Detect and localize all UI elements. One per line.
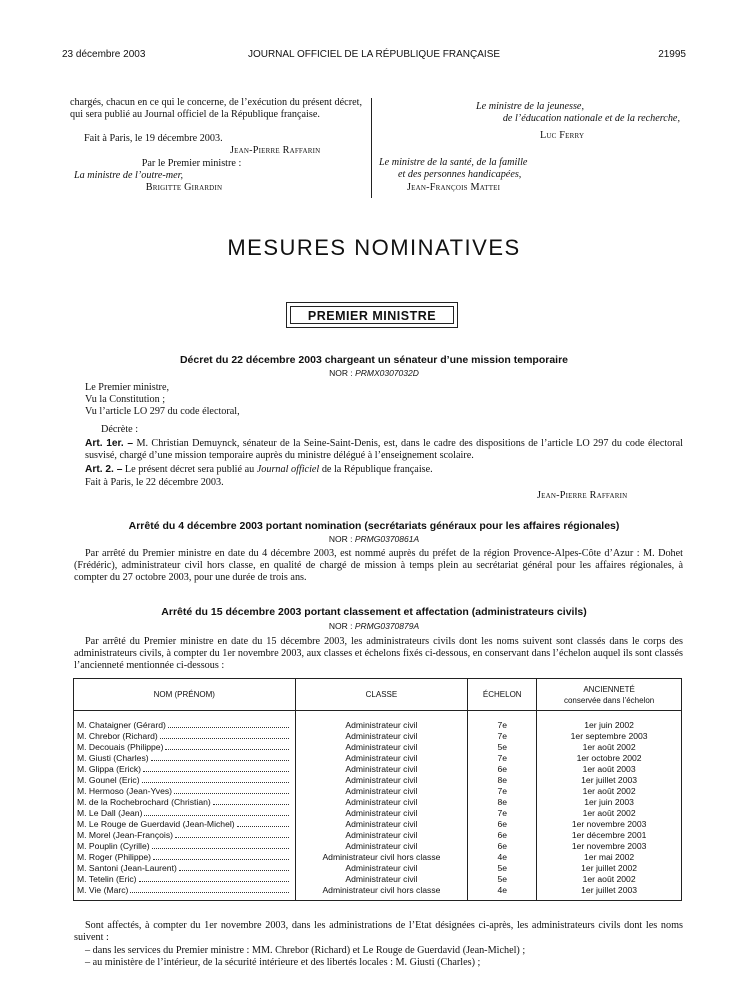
top-left-text: chargés, chacun en ce qui le concerne, de l’exécution du présent décret, qui sera publié au Journal officiel de la République française. <box>70 97 362 120</box>
decree-done: Fait à Paris, le 22 décembre 2003. <box>85 477 224 488</box>
cell-name <box>74 753 296 764</box>
dot-leader <box>213 797 289 805</box>
cell-classe: Administrateur civil <box>295 841 468 852</box>
header-date: 23 décembre 2003 <box>62 49 146 60</box>
cell-echelon: 5e <box>468 742 537 753</box>
top-left-done: Fait à Paris, le 19 décembre 2003. <box>84 133 223 144</box>
decree-nor-label: NOR : <box>329 368 353 378</box>
cell-anciennete: 1er août 2003 <box>537 764 682 775</box>
cell-classe: Administrateur civil <box>295 786 468 797</box>
cell-echelon: 7e <box>468 786 537 797</box>
cell-echelon: 6e <box>468 819 537 830</box>
cell-name-text: M. Chrebor (Richard) <box>77 731 158 741</box>
decree-decrete: Décrète : <box>101 424 139 435</box>
table-row <box>74 808 682 819</box>
arrete2-nor <box>0 620 748 632</box>
top-left-by: Par le Premier ministre : <box>141 158 242 169</box>
cell-name <box>74 764 296 775</box>
arrete1-title: Arrêté du 4 décembre 2003 portant nomination (secrétariats généraux pour les affaires régionales) <box>128 520 620 532</box>
cell-name <box>74 786 296 797</box>
cell-name <box>74 742 296 753</box>
cell-name-text: M. Gounel (Eric) <box>77 775 140 785</box>
cell-echelon: 7e <box>468 808 537 819</box>
table-row <box>74 731 682 742</box>
decree-l1: Le Premier ministre, <box>85 382 170 393</box>
arrete2-title: Arrêté du 15 décembre 2003 portant classement et affectation (administrateurs civils) <box>161 606 587 618</box>
arrete1-nor <box>0 533 748 545</box>
arrete1-text: Par arrêté du Premier ministre en date du 4 décembre 2003, est nommé auprès du préfet de la région Provence-Alpes-Côte d’Azur : M. Dohet (Frédéric), administrateur civil hors classe, en qualité de chargé de mission à temps plein au secrétariat général pour les affaires régionales, à compter du 27 octobre 2003, pour une durée de trois ans. <box>74 548 683 583</box>
cell-echelon: 6e <box>468 764 537 775</box>
cell-echelon: 5e <box>468 874 537 885</box>
dot-leader <box>143 764 289 772</box>
cell-name <box>74 874 296 885</box>
table-row <box>74 786 682 797</box>
top-right-m2-line2: et des personnes handicapées, <box>398 169 522 180</box>
cell-classe: Administrateur civil <box>295 753 468 764</box>
cell-echelon: 6e <box>468 841 537 852</box>
header-page-number: 21995 <box>658 49 686 60</box>
dot-leader <box>151 753 289 761</box>
cell-echelon: 8e <box>468 797 537 808</box>
arrete2-nor-label: NOR : <box>328 621 353 631</box>
cell-classe: Administrateur civil <box>295 830 468 841</box>
cell-anciennete: 1er octobre 2002 <box>537 753 682 764</box>
table-row <box>74 830 682 841</box>
col-header-anciennete-title: ANCIENNETÉ <box>583 684 635 694</box>
cell-classe: Administrateur civil hors classe <box>295 885 468 901</box>
table-row <box>74 711 682 732</box>
section-box <box>286 302 458 328</box>
cell-classe: Administrateur civil <box>295 874 468 885</box>
table-row <box>74 764 682 775</box>
cell-name-text: M. Decouais (Philippe) <box>77 742 164 752</box>
table-row <box>74 742 682 753</box>
dot-leader <box>130 885 288 893</box>
cell-classe: Administrateur civil <box>295 819 468 830</box>
cell-name <box>74 885 296 901</box>
decree-l3: Vu l’article LO 297 du code électoral, <box>85 406 240 417</box>
table-row <box>74 797 682 808</box>
decree-article-2 <box>85 464 433 476</box>
cell-echelon: 8e <box>468 775 537 786</box>
cell-name <box>74 711 296 732</box>
cell-name <box>74 731 296 742</box>
decree-article-1 <box>85 438 683 462</box>
dot-leader <box>153 852 289 860</box>
col-header-echelon: ÉCHELON <box>468 679 537 711</box>
cell-name <box>74 841 296 852</box>
cell-classe: Administrateur civil <box>295 742 468 753</box>
cell-anciennete: 1er septembre 2003 <box>537 731 682 742</box>
cell-anciennete: 1er juillet 2003 <box>537 885 682 901</box>
cell-echelon: 4e <box>468 852 537 863</box>
cell-name <box>74 863 296 874</box>
cell-echelon: 7e <box>468 753 537 764</box>
dot-leader <box>144 808 288 816</box>
top-left-minister: La ministre de l’outre-mer, <box>74 170 184 181</box>
cell-anciennete: 1er août 2002 <box>537 786 682 797</box>
arrete1-nor-label: NOR : <box>328 534 353 544</box>
top-right-m1-line2: de l’éducation nationale et de la recherche, <box>502 113 680 124</box>
cell-name-text: M. Roger (Philippe) <box>77 852 152 862</box>
dot-leader <box>174 786 289 794</box>
top-right-m2-line1: Le ministre de la santé, de la famille <box>379 157 528 168</box>
dot-leader <box>237 819 289 827</box>
cell-anciennete: 1er novembre 2003 <box>537 841 682 852</box>
dot-leader <box>175 830 289 838</box>
cell-name-text: M. Hermoso (Jean-Yves) <box>77 786 173 796</box>
dot-leader <box>142 775 289 783</box>
column-divider <box>371 98 372 198</box>
footer-bullet-1: – dans les services du Premier ministre : MM. Chrebor (Richard) et Le Rouge de Guerdavid (Jean-Michel) ; <box>85 945 526 956</box>
cell-name-text: M. Pouplin (Cyrille) <box>77 841 150 851</box>
top-right-m1-line1: Le ministre de la jeunesse, <box>476 101 584 112</box>
cell-anciennete: 1er juillet 2002 <box>537 863 682 874</box>
footer-bullet-2: – au ministère de l’intérieur, de la sécurité intérieure et des libertés locales : M. Giusti (Charles) ; <box>85 957 481 968</box>
footer-paragraph: Sont affectés, à compter du 1er novembre 2003, dans les administrations de l’Etat désignées ci-après, les administrateurs civils dont les noms suivent : <box>74 920 683 943</box>
dot-leader <box>139 874 289 882</box>
top-left-minister-name: Brigitte Girardin <box>145 182 223 193</box>
page-title: MESURES NOMINATIVES <box>227 235 521 260</box>
cell-name-text: M. Tetelin (Eric) <box>77 874 137 884</box>
col-header-anciennete <box>537 679 682 711</box>
header-journal: JOURNAL OFFICIEL DE LA RÉPUBLIQUE FRANÇAISE <box>247 49 501 60</box>
table-row <box>74 852 682 863</box>
cell-anciennete: 1er août 2002 <box>537 874 682 885</box>
cell-anciennete: 1er juin 2003 <box>537 797 682 808</box>
cell-anciennete: 1er décembre 2001 <box>537 830 682 841</box>
cell-name-text: M. Santoni (Jean-Laurent) <box>77 863 177 873</box>
cell-echelon: 6e <box>468 830 537 841</box>
cell-echelon: 5e <box>468 863 537 874</box>
cell-name-text: M. Morel (Jean-François) <box>77 830 173 840</box>
col-header-anciennete-sub: conservée dans l’échelon <box>563 695 655 705</box>
table-row <box>74 863 682 874</box>
cell-name-text: M. de la Rochebrochard (Christian) <box>77 797 211 807</box>
cell-echelon: 7e <box>468 711 537 732</box>
col-header-classe: CLASSE <box>295 679 468 711</box>
top-right-m1-name: Luc Ferry <box>540 130 585 141</box>
table-row <box>74 841 682 852</box>
table-header-row <box>74 679 682 711</box>
cell-anciennete: 1er août 2002 <box>537 808 682 819</box>
cell-name <box>74 808 296 819</box>
dot-leader <box>179 863 289 871</box>
cell-name <box>74 819 296 830</box>
cell-classe: Administrateur civil <box>295 764 468 775</box>
cell-classe: Administrateur civil <box>295 797 468 808</box>
decree-article-1-text: M. Christian Demuynck, sénateur de la Seine-Saint-Denis, est, dans le cadre des dispositions de l’article LO 297 du code électoral susvisé, chargé d’une mission temporaire auprès du ministre délégué à l’enseignement scolaire. <box>85 438 684 461</box>
decree-title: Décret du 22 décembre 2003 chargeant un sénateur d’une mission temporaire <box>179 354 569 366</box>
decree-nor <box>0 367 748 379</box>
cell-echelon: 7e <box>468 731 537 742</box>
decree-article-2-label: Art. 2. – <box>85 464 123 475</box>
cell-echelon: 4e <box>468 885 537 901</box>
decree-signature: Jean-Pierre Raffarin <box>537 490 628 501</box>
table-row <box>74 885 682 901</box>
col-header-name: NOM (PRÉNOM) <box>74 679 296 711</box>
decree-article-2-text-b: de la République française. <box>321 464 433 475</box>
top-right-m1 <box>380 101 680 125</box>
cell-name-text: M. Chataigner (Gérard) <box>77 720 166 730</box>
decree-l2: Vu la Constitution ; <box>85 394 166 405</box>
arrete2-nor-value: PRMG0370879A <box>354 621 420 631</box>
cell-classe: Administrateur civil <box>295 808 468 819</box>
cell-name-text: M. Le Rouge de Guerdavid (Jean-Michel) <box>77 819 235 829</box>
cell-classe: Administrateur civil <box>295 731 468 742</box>
cell-classe: Administrateur civil <box>295 863 468 874</box>
dot-leader <box>152 841 289 849</box>
cell-anciennete: 1er novembre 2003 <box>537 819 682 830</box>
cell-anciennete: 1er août 2002 <box>537 742 682 753</box>
arrete1-nor-value: PRMG0370861A <box>354 534 420 544</box>
cell-classe: Administrateur civil hors classe <box>295 852 468 863</box>
cell-classe: Administrateur civil <box>295 775 468 786</box>
cell-name-text: M. Vie (Marc) <box>77 885 129 895</box>
table-row <box>74 819 682 830</box>
top-left-signature: Jean-Pierre Raffarin <box>230 145 321 156</box>
cell-name-text: M. Le Dall (Jean) <box>77 808 143 818</box>
table-body <box>74 711 682 901</box>
top-right-m2-name: Jean-François Mattei <box>407 182 501 193</box>
cell-name <box>74 797 296 808</box>
dot-leader <box>165 742 288 750</box>
decree-article-2-jo: Journal officiel <box>256 464 320 475</box>
cell-name <box>74 830 296 841</box>
cell-name-text: M. Glippa (Erick) <box>77 764 141 774</box>
decree-article-2-text-a: Le présent décret sera publié au <box>124 464 255 475</box>
admin-table <box>73 678 682 901</box>
table-row <box>74 874 682 885</box>
section-title: PREMIER MINISTRE <box>290 306 454 324</box>
table-row <box>74 753 682 764</box>
cell-classe: Administrateur civil <box>295 711 468 732</box>
cell-name-text: M. Giusti (Charles) <box>77 753 149 763</box>
arrete2-text: Par arrêté du Premier ministre en date du 15 décembre 2003, les administrateurs civils dont les noms suivent sont classés dans le corps des administrateurs civils, à compter du 1er novembre 2003, aux classes et échelons fixés ci-dessous, en conservant dans l’échelon auquel ils sont classés l’ancienneté mentionnée ci-dessous : <box>74 636 683 671</box>
table-row <box>74 775 682 786</box>
dot-leader <box>168 720 289 728</box>
dot-leader <box>160 731 289 739</box>
cell-anciennete: 1er juin 2002 <box>537 711 682 732</box>
cell-anciennete: 1er mai 2002 <box>537 852 682 863</box>
decree-article-1-label: Art. 1er. – <box>85 438 134 449</box>
decree-nor-value: PRMX0307032D <box>355 368 419 378</box>
cell-name <box>74 775 296 786</box>
cell-anciennete: 1er juillet 2003 <box>537 775 682 786</box>
cell-name <box>74 852 296 863</box>
